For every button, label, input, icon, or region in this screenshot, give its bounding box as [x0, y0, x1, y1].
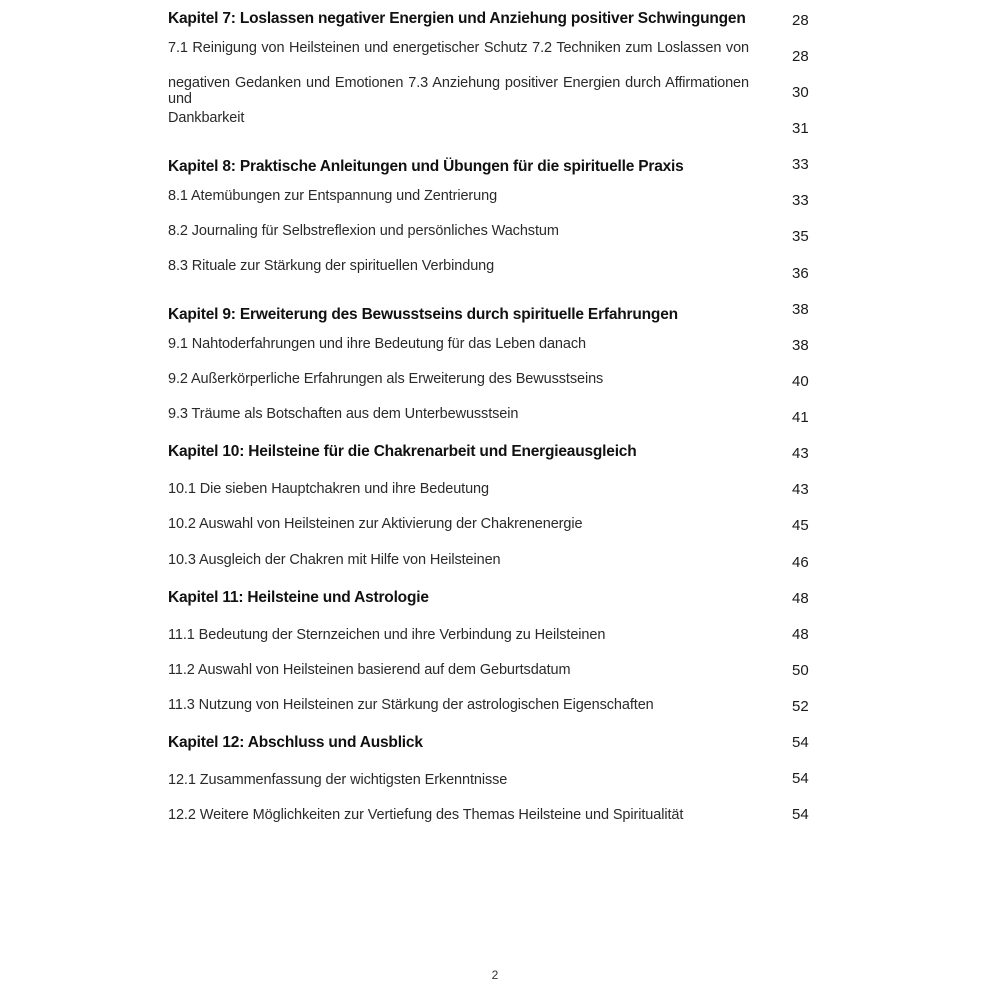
toc-entry-8-2: 8.2 Journaling für Selbstreflexion und persönliches Wachstum — [168, 223, 559, 239]
toc-entry-10-3: 10.3 Ausgleich der Chakren mit Hilfe von Heilsteinen — [168, 552, 501, 568]
toc-page-number: 28 — [792, 12, 809, 29]
toc-page-number: 40 — [792, 373, 809, 390]
toc-entry-10-1: 10.1 Die sieben Hauptchakren und ihre Bedeutung — [168, 481, 489, 497]
toc-entry-11-2: 11.2 Auswahl von Heilsteinen basierend auf dem Geburtsdatum — [168, 662, 571, 678]
toc-entry-11-1: 11.1 Bedeutung der Sternzeichen und ihre Verbindung zu Heilsteinen — [168, 627, 606, 643]
toc-entry-8-3: 8.3 Rituale zur Stärkung der spirituellen Verbindung — [168, 258, 495, 274]
toc-entry-7-1-7-2: 7.1 Reinigung von Heilsteinen und energetischer Schutz 7.2 Techniken zum Loslassen von — [168, 40, 749, 56]
toc-chapter-12: Kapitel 12: Abschluss und Ausblick — [168, 734, 423, 751]
toc-page-number: 48 — [792, 626, 809, 643]
toc-entry-12-2: 12.2 Weitere Möglichkeiten zur Vertiefung des Themas Heilsteine und Spiritualität — [168, 807, 684, 823]
toc-entry-7-3-cont: Dankbarkeit — [168, 110, 245, 126]
toc-page-number: 43 — [792, 481, 809, 498]
toc-page-number: 54 — [792, 734, 809, 751]
footer-page-number: 2 — [491, 968, 499, 982]
toc-page-number: 54 — [792, 770, 809, 787]
toc-page-number: 48 — [792, 590, 809, 607]
toc-page-number: 54 — [792, 806, 809, 823]
toc-entry-9-1: 9.1 Nahtoderfahrungen und ihre Bedeutung für das Leben danach — [168, 336, 586, 352]
toc-page-number: 35 — [792, 228, 809, 245]
toc-chapter-9: Kapitel 9: Erweiterung des Bewusstseins durch spirituelle Erfahrungen — [168, 306, 678, 323]
toc-chapter-8: Kapitel 8: Praktische Anleitungen und Übungen für die spirituelle Praxis — [168, 158, 684, 175]
toc-page-number: 52 — [792, 698, 809, 715]
toc-entry-7-2-7-3: negativen Gedanken und Emotionen 7.3 Anziehung positiver Energien durch Affirmationen und — [168, 75, 749, 107]
toc-page-number: 30 — [792, 84, 809, 101]
toc-entry-10-2: 10.2 Auswahl von Heilsteinen zur Aktivierung der Chakrenenergie — [168, 516, 583, 532]
toc-page-number: 38 — [792, 301, 809, 318]
toc-chapter-10: Kapitel 10: Heilsteine für die Chakrenarbeit und Energieausgleich — [168, 443, 637, 460]
toc-page-number: 33 — [792, 192, 809, 209]
toc-entry-11-3: 11.3 Nutzung von Heilsteinen zur Stärkung der astrologischen Eigenschaften — [168, 697, 654, 713]
toc-page-number: 36 — [792, 265, 809, 282]
toc-entry-12-1: 12.1 Zusammenfassung der wichtigsten Erkenntnisse — [168, 772, 508, 788]
toc-page-number: 38 — [792, 337, 809, 354]
toc-page-number: 28 — [792, 48, 809, 65]
toc-page-number: 41 — [792, 409, 809, 426]
toc-entry-9-3: 9.3 Träume als Botschaften aus dem Unterbewusstsein — [168, 406, 519, 422]
toc-page-number: 45 — [792, 517, 809, 534]
toc-page-number: 43 — [792, 445, 809, 462]
toc-chapter-11: Kapitel 11: Heilsteine und Astrologie — [168, 589, 429, 606]
toc-entry-9-2: 9.2 Außerkörperliche Erfahrungen als Erweiterung des Bewusstseins — [168, 371, 604, 387]
toc-page-number: 31 — [792, 120, 809, 137]
toc-chapter-7: Kapitel 7: Loslassen negativer Energien und Anziehung positiver Schwingungen — [168, 10, 746, 27]
toc-page-number: 33 — [792, 156, 809, 173]
toc-page-number: 50 — [792, 662, 809, 679]
toc-entry-8-1: 8.1 Atemübungen zur Entspannung und Zentrierung — [168, 188, 498, 204]
toc-page-number: 46 — [792, 554, 809, 571]
